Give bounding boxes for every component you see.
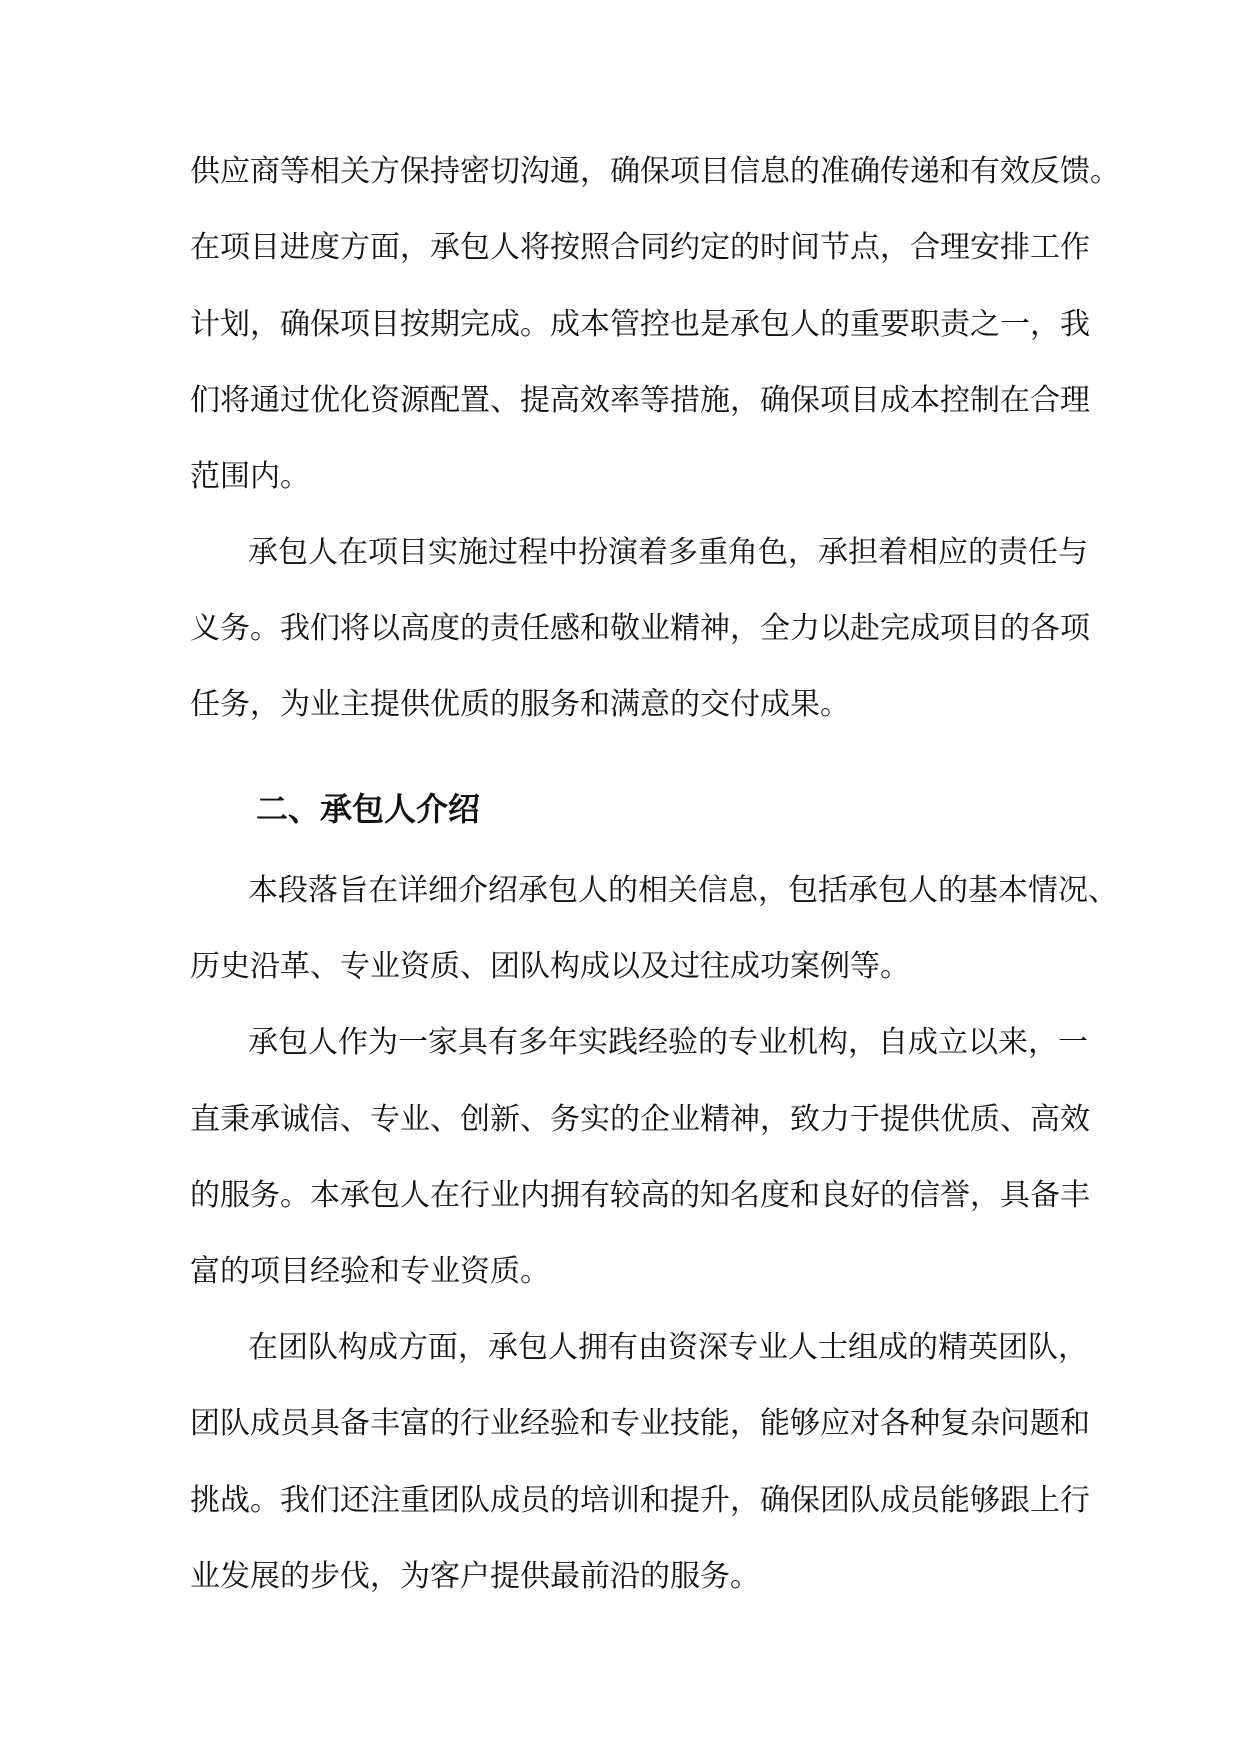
paragraph-line: 团队成员具备丰富的行业经验和专业技能，能够应对各种复杂问题和 <box>190 1406 1090 1441</box>
paragraph-line: 任务，为业主提供优质的服务和满意的交付成果。 <box>190 687 850 722</box>
paragraph-line: 承包人在项目实施过程中扮演着多重角色，承担着相应的责任与 <box>248 535 1088 570</box>
section-heading: 二、承包人介绍 <box>256 790 481 828</box>
paragraph-line: 在项目进度方面，承包人将按照合同约定的时间节点，合理安排工作 <box>190 230 1090 265</box>
paragraph-line: 范围内。 <box>190 459 310 494</box>
paragraph-line: 业发展的步伐，为客户提供最前沿的服务。 <box>190 1559 760 1594</box>
paragraph-line: 富的项目经验和专业资质。 <box>190 1254 550 1289</box>
paragraph-line: 本段落旨在详细介绍承包人的相关信息，包括承包人的基本情况、 <box>248 873 1118 908</box>
paragraph-line: 承包人作为一家具有多年实践经验的专业机构，自成立以来，一 <box>248 1025 1088 1060</box>
paragraph-line: 计划，确保项目按期完成。成本管控也是承包人的重要职责之一，我 <box>190 307 1090 342</box>
paragraph-line: 在团队构成方面，承包人拥有由资深专业人士组成的精英团队， <box>248 1330 1088 1365</box>
paragraph-line: 直秉承诚信、专业、创新、务实的企业精神，致力于提供优质、高效 <box>190 1102 1090 1137</box>
paragraph-line: 的服务。本承包人在行业内拥有较高的知名度和良好的信誉，具备丰 <box>190 1178 1090 1213</box>
paragraph-line: 挑战。我们还注重团队成员的培训和提升，确保团队成员能够跟上行 <box>190 1483 1090 1518</box>
paragraph-line: 历史沿革、专业资质、团队构成以及过往成功案例等。 <box>190 949 910 984</box>
paragraph-line: 供应商等相关方保持密切沟通，确保项目信息的准确传递和有效反馈。 <box>190 154 1120 189</box>
paragraph-line: 义务。我们将以高度的责任感和敬业精神，全力以赴完成项目的各项 <box>190 611 1090 646</box>
paragraph-line: 们将通过优化资源配置、提高效率等措施，确保项目成本控制在合理 <box>190 383 1090 418</box>
